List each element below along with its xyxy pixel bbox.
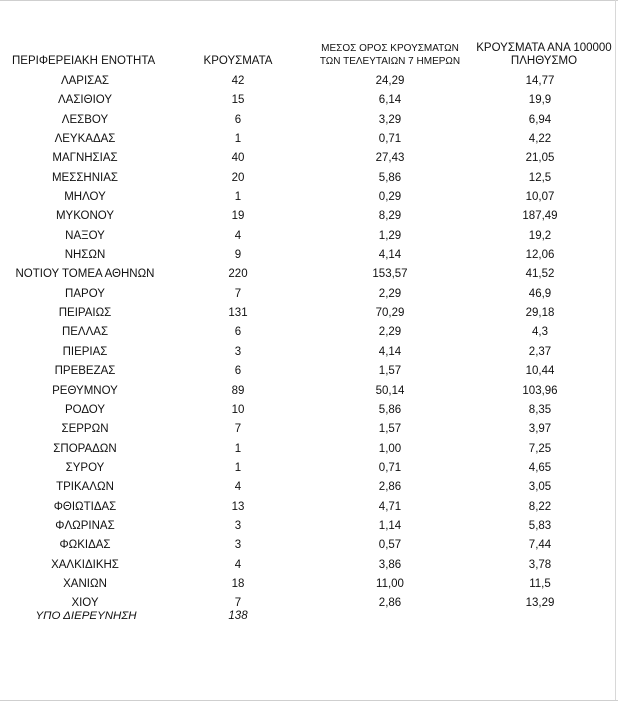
per-100k-cell: 7,25 [528, 442, 552, 455]
avg-7-days-cell: 2,29 [378, 287, 402, 300]
region-cell: ΡΟΔΟΥ [64, 403, 106, 416]
region-cell: ΠΡΕΒΕΖΑΣ [54, 365, 116, 378]
avg-7-days-cell: 2,29 [378, 326, 402, 339]
cases-cell: 89 [231, 384, 245, 397]
avg-7-days-cell: 70,29 [375, 307, 405, 320]
cases-cell: 4 [234, 558, 242, 571]
table-row [0, 149, 618, 168]
cases-cell: 3 [234, 345, 242, 358]
avg-7-days-cell: 4,71 [378, 500, 402, 513]
per-100k-cell: 13,29 [525, 597, 555, 610]
table-row [0, 169, 618, 188]
table-body [0, 72, 618, 614]
per-100k-cell: 10,44 [525, 365, 555, 378]
cases-cell: 131 [228, 307, 248, 320]
under-investigation-row [0, 610, 618, 626]
region-cell: ΣΕΡΡΩΝ [61, 423, 109, 436]
region-cell: ΜΑΓΝΗΣΙΑΣ [52, 152, 118, 165]
avg-7-days-cell: 1,57 [378, 423, 402, 436]
avg-7-days-cell: 0,57 [378, 539, 402, 552]
cases-cell: 18 [231, 577, 245, 590]
cases-cell: 220 [228, 268, 248, 281]
table-row [0, 188, 618, 207]
avg-7-days-cell: 2,86 [378, 597, 402, 610]
table-row [0, 575, 618, 594]
per-100k-cell: 7,44 [528, 539, 552, 552]
table-row [0, 227, 618, 246]
cases-cell: 4 [234, 481, 242, 494]
header-cases: ΚΡΟΥΣΜΑΤΑ [203, 55, 273, 67]
region-cell: ΠΙΕΡΙΑΣ [62, 345, 108, 358]
per-100k-cell: 19,2 [528, 229, 552, 242]
page-top-border [0, 0, 618, 1]
region-cell: ΝΗΣΩΝ [64, 249, 106, 262]
table-row [0, 246, 618, 265]
avg-7-days-cell: 1,29 [378, 229, 402, 242]
region-cell: ΣΠΟΡΑΔΩΝ [53, 442, 117, 455]
per-100k-cell: 29,18 [525, 307, 555, 320]
table-row [0, 130, 618, 149]
table-row [0, 343, 618, 362]
region-cell: ΠΕΛΛΑΣ [61, 326, 109, 339]
avg-7-days-cell: 0,71 [378, 133, 402, 146]
table-row [0, 285, 618, 304]
region-cell: ΠΑΡΟΥ [65, 287, 105, 300]
cases-cell: 15 [231, 94, 245, 107]
table-row [0, 517, 618, 536]
cases-cell: 7 [234, 597, 242, 610]
table-row [0, 265, 618, 284]
region-cell: ΤΡΙΚΑΛΩΝ [56, 481, 114, 494]
per-100k-cell: 4,65 [528, 461, 552, 474]
per-100k-cell: 19,9 [528, 94, 552, 107]
table-row [0, 323, 618, 342]
cases-cell: 1 [234, 191, 242, 204]
table-row [0, 304, 618, 323]
under-investigation-label: ΥΠΟ ΔΙΕΡΕΥΝΗΣΗ [35, 610, 137, 622]
avg-7-days-cell: 4,14 [378, 345, 402, 358]
table-row [0, 111, 618, 130]
table-row [0, 91, 618, 110]
table-row [0, 536, 618, 555]
header-avg-7-days [312, 42, 468, 68]
region-cell: ΜΕΣΣΗΝΙΑΣ [51, 171, 119, 184]
region-cell: ΧΑΛΚΙΔΙΚΗΣ [51, 558, 119, 571]
table-row [0, 382, 618, 401]
cases-cell: 42 [231, 75, 245, 87]
region-cell: ΛΑΣΙΘΙΟΥ [57, 94, 113, 107]
per-100k-cell: 3,78 [528, 558, 552, 571]
per-100k-cell: 12,5 [528, 171, 552, 184]
avg-7-days-cell: 4,14 [378, 249, 402, 262]
header-cases-per-100k [466, 42, 618, 68]
per-100k-cell: 46,9 [528, 287, 552, 300]
avg-7-days-cell: 3,86 [378, 558, 402, 571]
table-row [0, 440, 618, 459]
cases-cell: 6 [234, 326, 242, 339]
per-100k-cell: 21,05 [525, 152, 555, 165]
region-cell: ΛΕΥΚΑΔΑΣ [54, 133, 116, 146]
region-cell: ΡΕΘΥΜΝΟΥ [52, 384, 118, 397]
cases-cell: 6 [234, 113, 242, 126]
avg-7-days-cell: 6,14 [378, 94, 402, 107]
header-region: ΠΕΡΙΦΕΡΕΙΑΚΗ ΕΝΟΤΗΤΑ [12, 55, 156, 67]
cases-cell: 6 [234, 365, 242, 378]
avg-7-days-cell: 50,14 [375, 384, 405, 397]
region-cell: ΧΑΝΙΩΝ [63, 577, 107, 590]
avg-7-days-cell: 153,57 [372, 268, 408, 281]
cases-cell: 10 [231, 403, 245, 416]
header-avg-line-1: ΜΕΣΟΣ ΟΡΟΣ ΚΡΟΥΣΜΑΤΩΝ [321, 43, 459, 54]
region-cell: ΦΘΙΩΤΙΔΑΣ [53, 500, 117, 513]
table-row [0, 498, 618, 517]
per-100k-cell: 8,35 [528, 403, 552, 416]
region-cell: ΦΩΚΙΔΑΣ [59, 539, 111, 552]
table-row [0, 420, 618, 439]
header-per-line-2: ΠΛΗΘΥΣΜΟ [510, 55, 578, 67]
per-100k-cell: 14,77 [525, 75, 555, 87]
avg-7-days-cell: 5,86 [378, 403, 402, 416]
cases-cell: 40 [231, 152, 245, 165]
cases-cell: 1 [234, 461, 242, 474]
per-100k-cell: 12,06 [525, 249, 555, 262]
cases-cell: 4 [234, 229, 242, 242]
cases-cell: 1 [234, 133, 242, 146]
per-100k-cell: 6,94 [528, 113, 552, 126]
avg-7-days-cell: 1,14 [378, 519, 402, 532]
per-100k-cell: 4,3 [532, 326, 548, 339]
per-100k-cell: 3,97 [528, 423, 552, 436]
per-100k-cell: 4,22 [528, 133, 552, 146]
region-cell: ΛΕΣΒΟΥ [61, 113, 109, 126]
table-row [0, 478, 618, 497]
cases-cell: 1 [234, 442, 242, 455]
cases-cell: 3 [234, 539, 242, 552]
table-row [0, 72, 618, 91]
cases-cell: 13 [231, 500, 245, 513]
per-100k-cell: 187,49 [522, 210, 558, 223]
region-cell: ΦΛΩΡΙΝΑΣ [55, 519, 115, 532]
region-cell: ΣΥΡΟΥ [65, 461, 105, 474]
cases-cell: 20 [231, 171, 245, 184]
cases-cell: 7 [234, 423, 242, 436]
region-cell: ΝΑΞΟΥ [65, 229, 105, 242]
table-row [0, 362, 618, 381]
header-per-line-1: ΚΡΟΥΣΜΑΤΑ ΑΝΑ 100000 [476, 42, 612, 54]
per-100k-cell: 3,05 [528, 481, 552, 494]
avg-7-days-cell: 3,29 [378, 113, 402, 126]
avg-7-days-cell: 1,00 [378, 442, 402, 455]
per-100k-cell: 5,83 [528, 519, 552, 532]
per-100k-cell: 11,5 [529, 577, 551, 590]
avg-7-days-cell: 11,00 [376, 577, 404, 590]
cases-cell: 9 [234, 249, 242, 262]
region-cell: ΝΟΤΙΟΥ ΤΟΜΕΑ ΑΘΗΝΩΝ [15, 268, 155, 281]
avg-7-days-cell: 0,71 [378, 461, 402, 474]
region-cell: ΠΕΙΡΑΙΩΣ [58, 307, 112, 320]
avg-7-days-cell: 0,29 [378, 191, 402, 204]
per-100k-cell: 41,52 [525, 268, 555, 281]
avg-7-days-cell: 2,86 [378, 481, 402, 494]
table-row [0, 459, 618, 478]
table-row [0, 207, 618, 226]
region-cell: ΛΑΡΙΣΑΣ [60, 75, 110, 87]
cases-cell: 19 [231, 210, 245, 223]
avg-7-days-cell: 27,43 [375, 152, 405, 165]
cases-cell: 3 [234, 519, 242, 532]
per-100k-cell: 2,37 [528, 345, 552, 358]
header-avg-line-2: ΤΩΝ ΤΕΛΕΥΤΑΙΩΝ 7 ΗΜΕΡΩΝ [319, 56, 461, 67]
cases-cell: 7 [234, 287, 242, 300]
avg-7-days-cell: 8,29 [378, 210, 402, 223]
per-100k-cell: 10,07 [525, 191, 555, 204]
per-100k-cell: 8,22 [528, 500, 552, 513]
table-row [0, 556, 618, 575]
avg-7-days-cell: 24,29 [375, 75, 405, 87]
avg-7-days-cell: 1,57 [378, 365, 402, 378]
under-investigation-cases: 138 [228, 610, 248, 622]
per-100k-cell: 103,96 [522, 384, 558, 397]
region-cell: ΜΥΚΟΝΟΥ [55, 210, 115, 223]
region-cell: ΧΙΟΥ [71, 597, 99, 610]
avg-7-days-cell: 5,86 [378, 171, 402, 184]
table-row [0, 401, 618, 420]
region-cell: ΜΗΛΟΥ [64, 191, 106, 204]
